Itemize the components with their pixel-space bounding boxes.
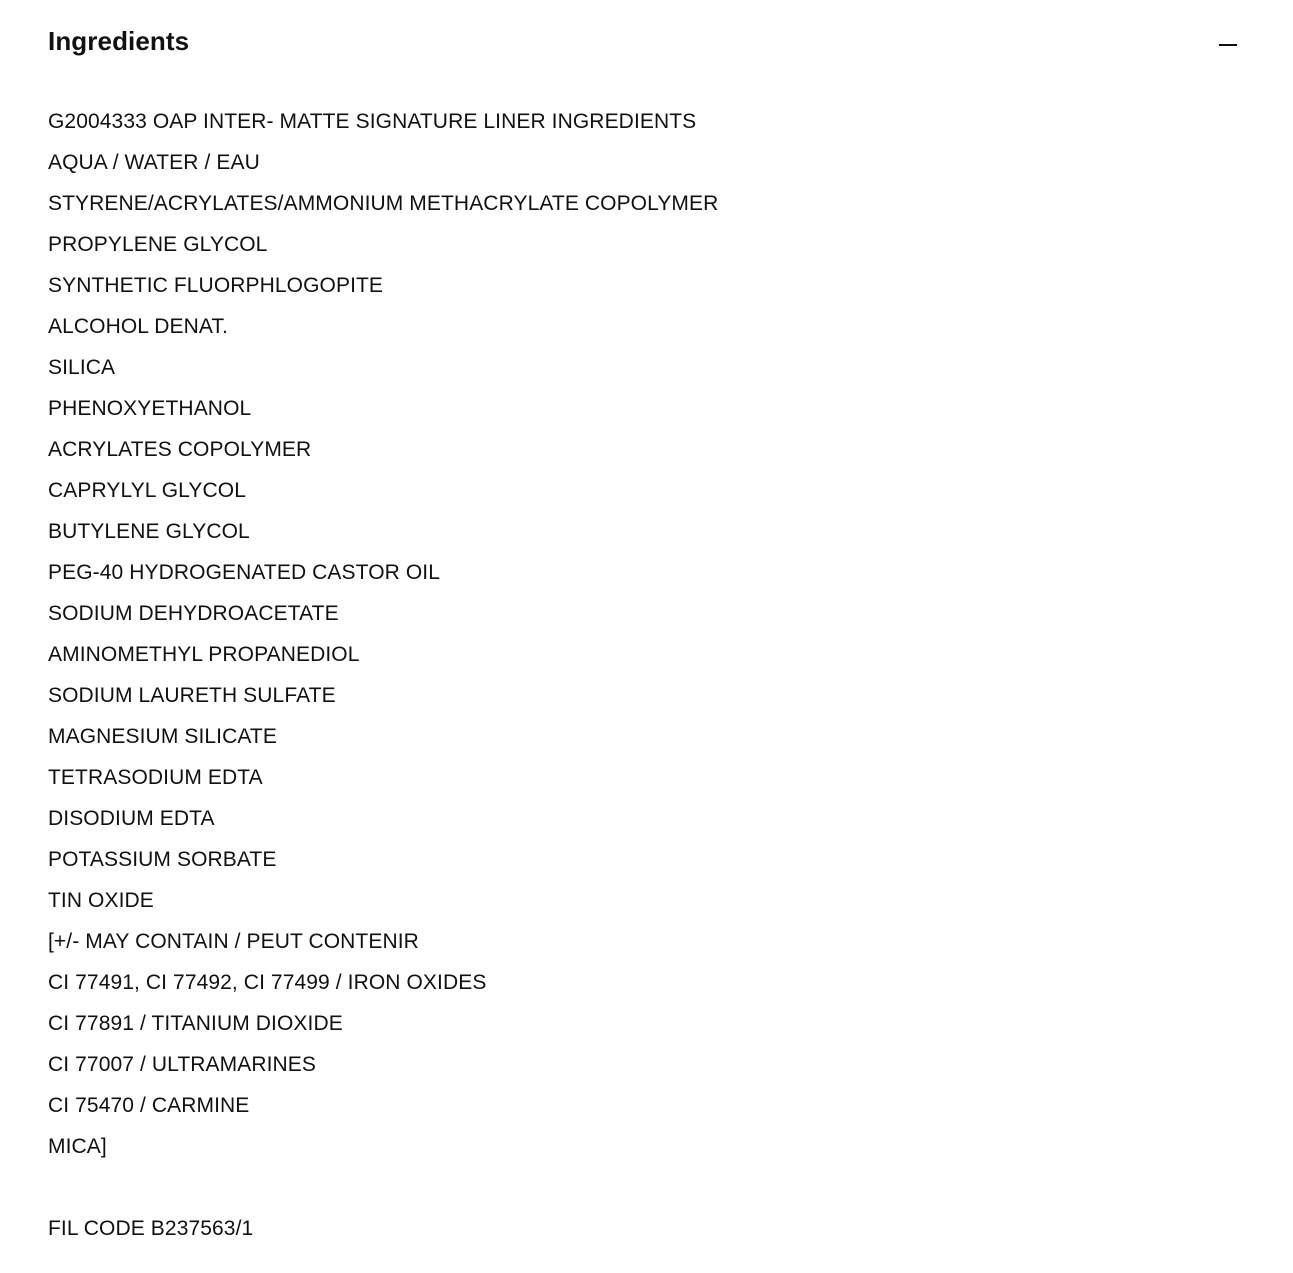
ingredient-item: POTASSIUM SORBATE	[48, 848, 277, 871]
ingredient-item: TIN OXIDE	[48, 889, 154, 912]
ingredient-item: DISODIUM EDTA	[48, 807, 215, 830]
ingredient-item: ALCOHOL DENAT.	[48, 315, 228, 338]
ingredient-item: SODIUM LAURETH SULFATE	[48, 684, 336, 707]
ingredient-item: PEG-40 HYDROGENATED CASTOR OIL	[48, 561, 440, 584]
ingredient-item: CI 77891 / TITANIUM DIOXIDE	[48, 1012, 343, 1035]
ingredients-panel	[48, 101, 1248, 1249]
ingredient-item: CI 77007 / ULTRAMARINES	[48, 1053, 316, 1076]
fil-code: FIL CODE B237563/1	[48, 1217, 254, 1240]
ingredient-item: CI 75470 / CARMINE	[48, 1094, 250, 1117]
ingredient-item: [+/- MAY CONTAIN / PEUT CONTENIR	[48, 930, 419, 953]
ingredient-item: CI 77491, CI 77492, CI 77499 / IRON OXIDES	[48, 971, 487, 994]
ingredient-item: PROPYLENE GLYCOL	[48, 233, 268, 256]
section-title: Ingredients	[48, 26, 190, 56]
ingredient-item: ACRYLATES COPOLYMER	[48, 438, 312, 461]
ingredient-item: TETRASODIUM EDTA	[48, 766, 263, 789]
ingredient-item: MAGNESIUM SILICATE	[48, 725, 277, 748]
ingredient-item: STYRENE/ACRYLATES/AMMONIUM METHACRYLATE COPOLYMER	[48, 192, 719, 215]
minus-icon[interactable]	[1219, 44, 1237, 46]
ingredients-accordion-header[interactable]	[0, 0, 1293, 84]
ingredient-item: PHENOXYETHANOL	[48, 397, 252, 420]
ingredient-item: AMINOMETHYL PROPANEDIOL	[48, 643, 360, 666]
ingredient-list	[48, 101, 1248, 1167]
ingredient-item: SILICA	[48, 356, 116, 379]
ingredient-item: AQUA / WATER / EAU	[48, 151, 260, 174]
ingredient-item: MICA]	[48, 1135, 107, 1158]
ingredient-item: BUTYLENE GLYCOL	[48, 520, 250, 543]
ingredient-item: G2004333 OAP INTER- MATTE SIGNATURE LINER INGREDIENTS	[48, 110, 697, 133]
ingredient-item: CAPRYLYL GLYCOL	[48, 479, 246, 502]
ingredient-item: SYNTHETIC FLUORPHLOGOPITE	[48, 274, 384, 297]
ingredient-item: SODIUM DEHYDROACETATE	[48, 602, 339, 625]
